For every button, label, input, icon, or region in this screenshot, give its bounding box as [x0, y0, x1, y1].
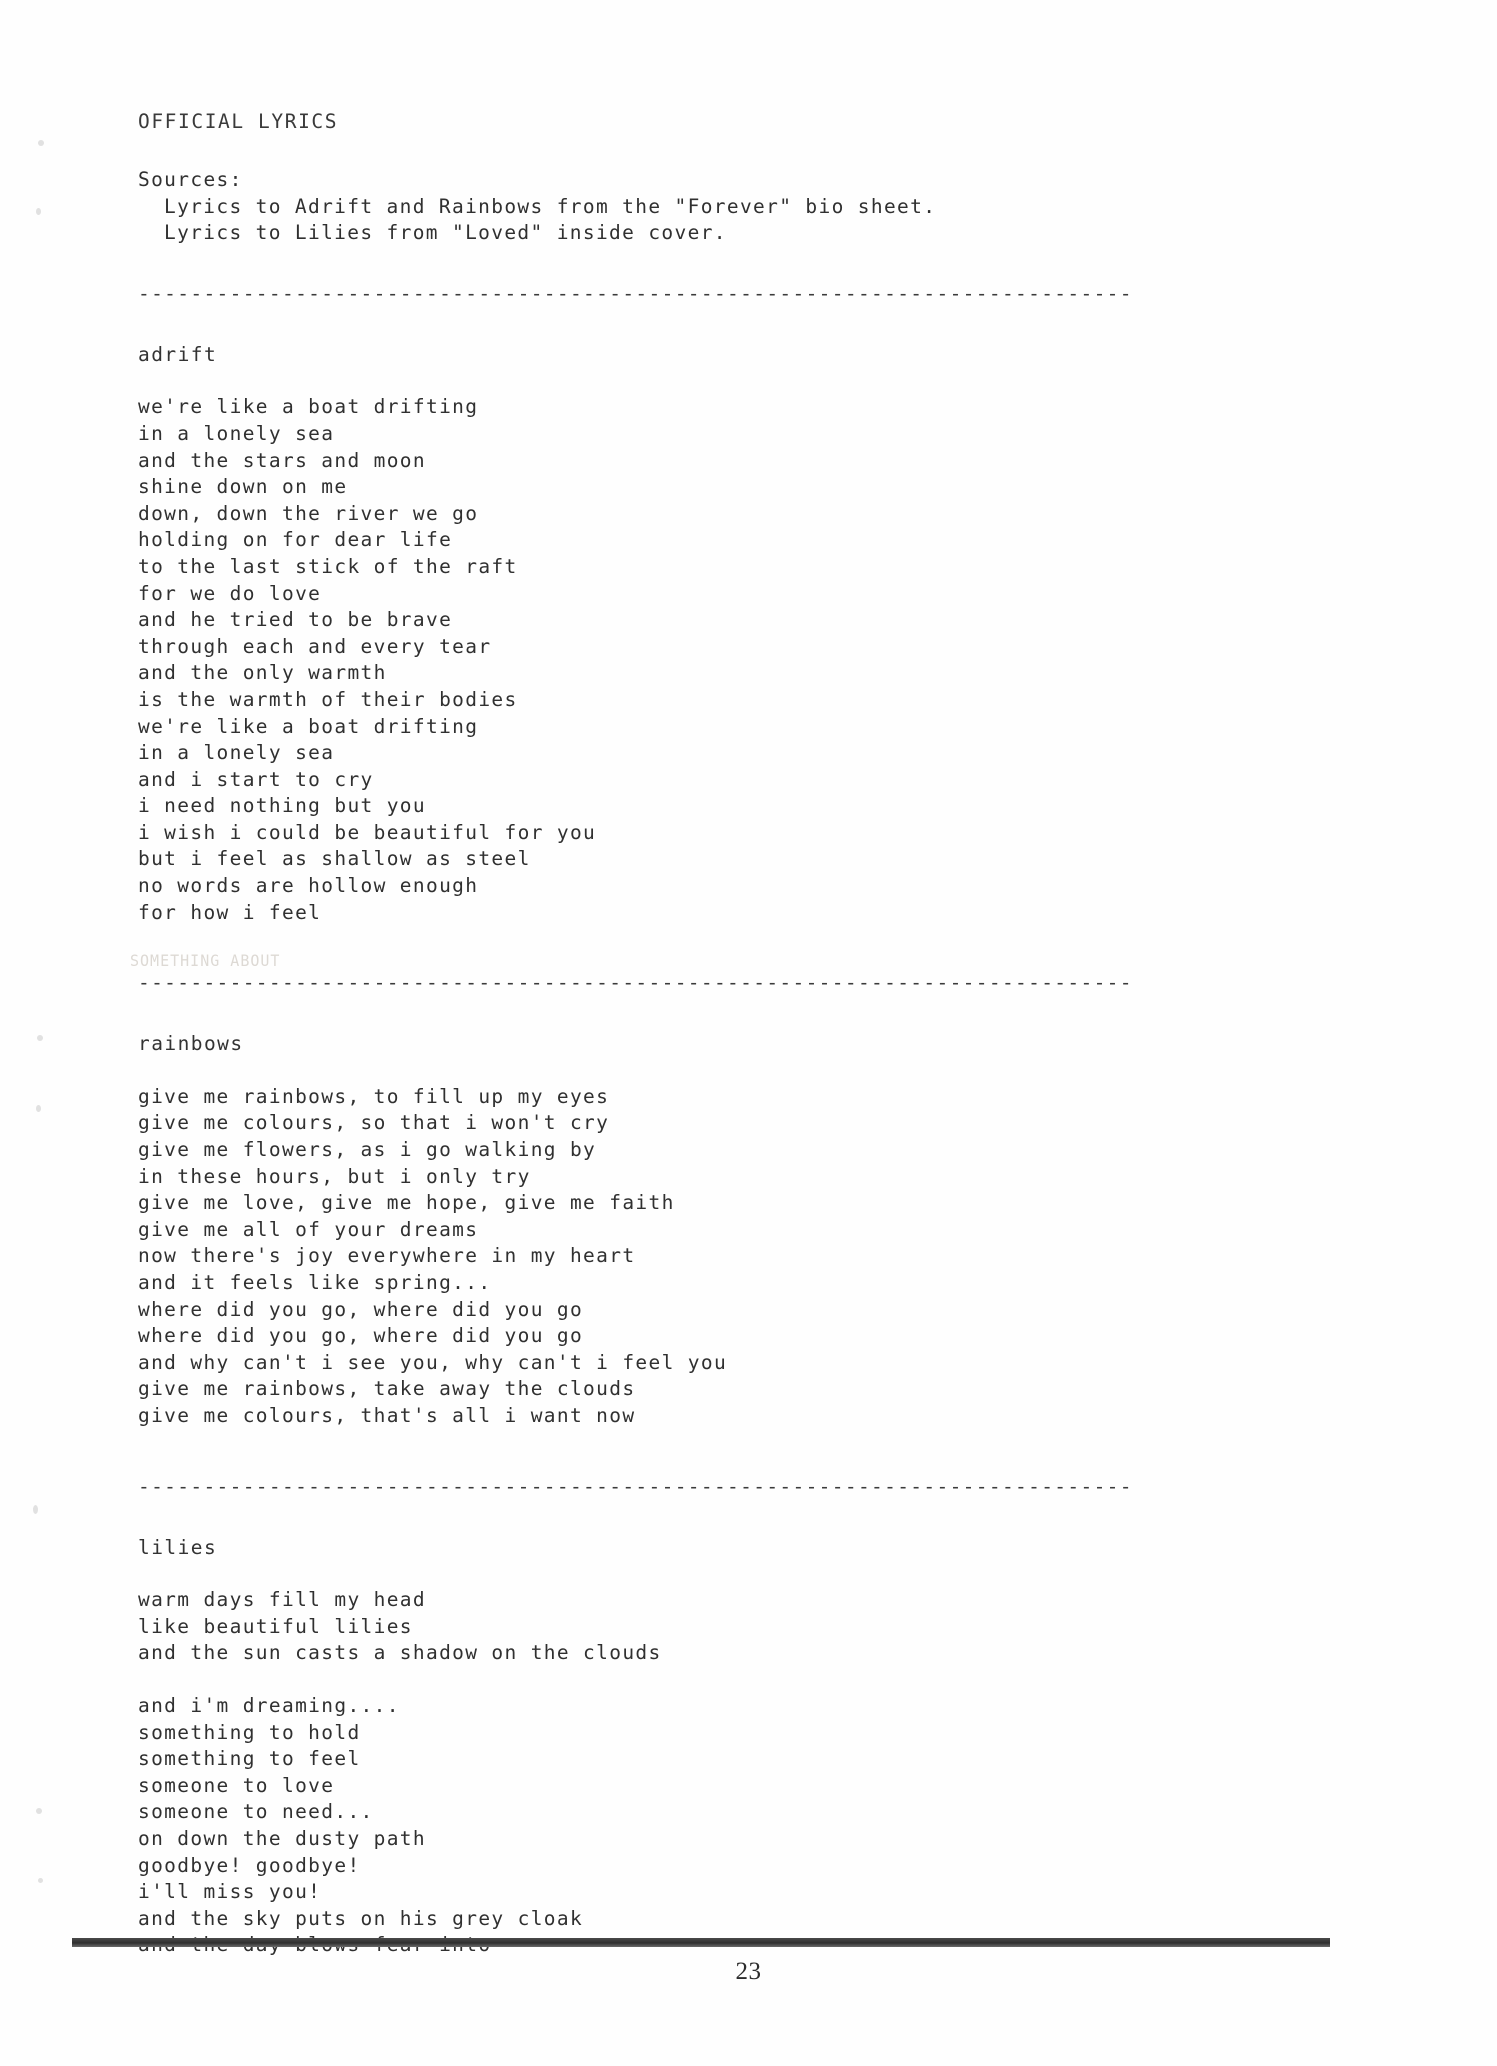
lyric-line: where did you go, where did you go — [138, 1324, 584, 1348]
lyric-line: and the stars and moon — [138, 448, 426, 472]
lyric-line: and the sun casts a shadow on the clouds — [138, 1641, 662, 1665]
spacer — [138, 368, 1338, 394]
spacer — [138, 926, 1338, 970]
lyric-line: give me love, give me hope, give me faith — [138, 1191, 675, 1215]
lyric-line: is the warmth of their bodies — [138, 687, 518, 711]
song-title: adrift — [138, 342, 218, 366]
document-body — [138, 110, 1338, 1959]
scan-artifact — [33, 1505, 38, 1514]
sources-section — [138, 167, 1338, 247]
lyric-line: like beautiful lilies — [138, 1614, 413, 1638]
song-stanza — [138, 1587, 1338, 1667]
lyric-line: and why can't i see you, why can't i feel you — [138, 1350, 728, 1374]
song-stanza — [138, 1693, 1338, 1959]
lyric-line: give me colours, so that i won't cry — [138, 1111, 610, 1135]
lyric-line: shine down on me — [138, 475, 348, 499]
scan-artifact — [38, 140, 44, 146]
sources-heading: Sources: — [138, 168, 243, 191]
lyric-line: warm days fill my head — [138, 1588, 426, 1612]
song-lilies — [138, 1535, 1338, 1959]
section-divider: ---------------------------------------------------------------------------- — [138, 971, 1133, 995]
lyric-line: i wish i could be beautiful for you — [138, 820, 597, 844]
lyric-line: in a lonely sea — [138, 741, 335, 765]
lyric-line: we're like a boat drifting — [138, 714, 479, 738]
lyric-line: someone to love — [138, 1773, 335, 1797]
lyric-line: something to hold — [138, 1720, 361, 1744]
song-adrift — [138, 342, 1338, 926]
lyric-line: give me all of your dreams — [138, 1217, 479, 1241]
lyric-line: and i'm dreaming.... — [138, 1693, 400, 1717]
spacer — [138, 1667, 1338, 1693]
lyric-line: we're like a boat drifting — [138, 395, 479, 419]
scan-artifact — [38, 1878, 43, 1883]
lyric-line: give me colours, that's all i want now — [138, 1403, 636, 1427]
source-item: Lyrics to Adrift and Rainbows from the "Forever" bio sheet. — [164, 194, 937, 218]
page-number: 23 — [735, 1958, 762, 1985]
lyric-line: give me flowers, as i go walking by — [138, 1138, 597, 1162]
footer-rule — [72, 1938, 1330, 1947]
page-title: OFFICIAL LYRICS — [138, 110, 339, 133]
spacer — [138, 1501, 1338, 1535]
lyric-line: someone to need... — [138, 1800, 374, 1824]
lyric-line: and it feels like spring... — [138, 1271, 492, 1294]
lyric-line: in these hours, but i only try — [138, 1164, 531, 1188]
spacer — [138, 997, 1338, 1031]
lyric-line: and he tried to be brave — [138, 608, 453, 632]
scan-artifact — [36, 1808, 42, 1814]
lyric-line: where did you go, where did you go — [138, 1297, 584, 1321]
scan-artifact — [36, 208, 41, 215]
lyric-line: i'll miss you! — [138, 1880, 322, 1904]
lyric-line: goodbye! goodbye! — [138, 1853, 361, 1877]
lyric-line: down, down the river we go — [138, 501, 479, 525]
song-stanza — [138, 394, 1338, 926]
lyric-line: and the only warmth — [138, 661, 387, 685]
lyric-line: now there's joy everywhere in my heart — [138, 1244, 636, 1268]
lyric-line: but i feel as shallow as steel — [138, 847, 531, 871]
lyric-line: i need nothing but you — [138, 794, 426, 818]
spacer — [138, 1430, 1338, 1474]
lyric-line: for we do love — [138, 581, 322, 605]
lyric-line: give me rainbows, take away the clouds — [138, 1377, 636, 1401]
song-title: rainbows — [138, 1032, 244, 1056]
spacer — [138, 247, 1338, 281]
lyric-line: and the sky puts on his grey cloak — [138, 1906, 584, 1930]
scan-artifact — [37, 1035, 43, 1041]
source-item: Lyrics to Lilies from "Loved" inside cover. — [164, 221, 727, 245]
lyric-line: through each and every tear — [138, 634, 492, 658]
scan-artifact — [36, 1105, 41, 1112]
bleed-through-text: SOMETHING ABOUT — [130, 951, 281, 971]
song-title: lilies — [138, 1535, 218, 1559]
section-divider: ---------------------------------------------------------------------------- — [138, 1474, 1133, 1498]
lyric-line: and i start to cry — [138, 767, 374, 791]
lyric-line: in a lonely sea — [138, 421, 335, 445]
spacer — [138, 1058, 1338, 1084]
lyric-line: something to feel — [138, 1747, 361, 1771]
spacer — [138, 1561, 1338, 1587]
section-divider: ---------------------------------------------------------------------------- — [138, 281, 1133, 305]
lyric-line: for how i feel — [138, 900, 322, 924]
lyric-line: give me rainbows, to fill up my eyes — [138, 1084, 610, 1108]
spacer — [138, 308, 1338, 342]
lyric-line: on down the dusty path — [138, 1826, 426, 1850]
song-rainbows — [138, 1031, 1338, 1429]
song-stanza — [138, 1084, 1338, 1430]
lyric-line: no words are hollow enough — [138, 874, 479, 898]
lyric-line: holding on for dear life — [138, 528, 453, 552]
lyric-line: to the last stick of the raft — [138, 554, 518, 578]
